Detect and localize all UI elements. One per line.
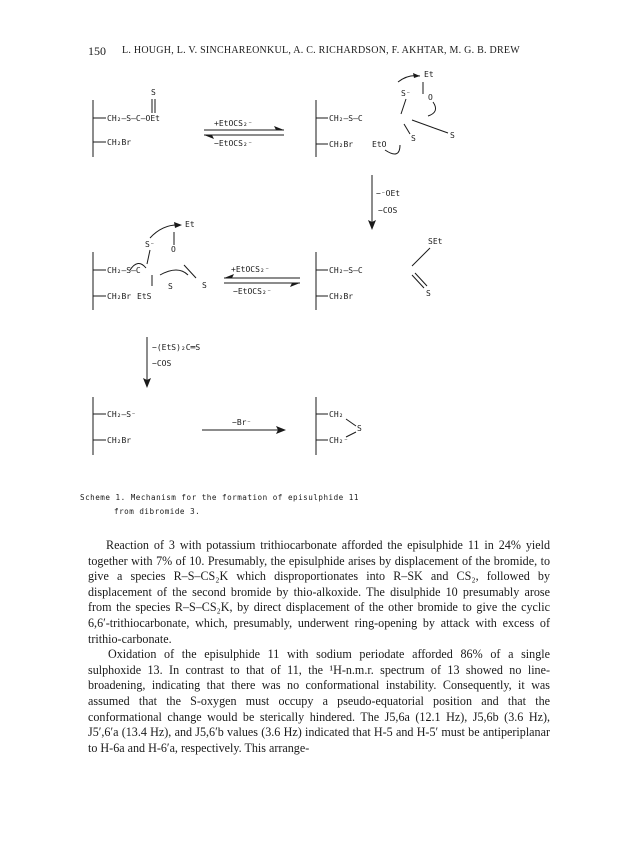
label-s-2: S [450, 131, 455, 140]
label-s-ring: S [357, 424, 362, 433]
equilibrium-arrows-2 [224, 265, 300, 296]
label-minus-br: −Br⁻ [232, 418, 252, 427]
reaction-scheme [0, 60, 624, 488]
paragraph-oxidation: Oxidation of the episulphide 11 with sodium periodate afforded 86% of a single sulphoxide 13. In contrast to that of 11, the ¹H-n.m.r. spectrum of 13 showed no line-broadening, indicating that there was no conformational instability. Consequently, it was assumed that the S-oxygen must occupy a pseudo-equatorial position and that the conformational change would be sterically hindered. The J5,6a (12.1 Hz), J5,6b (3.6 Hz), J5′,6′a (13.4 Hz), and J5,6′b values (3.6 Hz) indicated that H-5 and H-5′ must be antiperiplanar to H-6a and H-6′a, respectively. This arrange- [88, 647, 550, 755]
paragraph-reaction: Reaction of 3 with potassium trithiocarbonate afforded the episulphide 11 in 24% yield together with 7% of 10. Presumably, the episulphide arises by displacement of the bromide, to give a species R–S–CS₂K which disproportionates into R–SK and CS₂, followed by displacement of the second bromide by thio-alkoxide. The disulphide 10 presumably arose from the species R–S–CS₂K, by direct displacement of the other bromide to give the cyclic 6,6′-trithiocarbonate, which, presumably, underwent ring-opening by attack with excess of trithio-carbonate. [88, 538, 550, 646]
structure-trithiocarbonate [316, 237, 443, 310]
label-s-thione: S [151, 88, 156, 97]
arrow-down-1 [368, 175, 400, 230]
label-s-3: S [411, 134, 416, 143]
arrow-down-2 [143, 337, 200, 388]
label-ets: EtS [137, 292, 152, 301]
label-s-4: S [168, 282, 173, 291]
label-ch2-s-c-oet: CH₂—S—C—OEt [107, 114, 160, 123]
structure-adduct-2 [93, 220, 207, 310]
label-minus-etocs2-2: −EtOCS₂⁻ [233, 287, 272, 296]
label-s-5: S [202, 281, 207, 290]
label-minus-oet: −⁻OEt [376, 189, 401, 198]
label-plus-etocs2-1: +EtOCS₂⁻ [214, 119, 253, 128]
equilibrium-arrows-1 [204, 119, 284, 148]
label-minus-etocs2-1: −EtOCS₂⁻ [214, 139, 253, 148]
label-ch2br-3: CH₂Br [107, 292, 132, 301]
label-et-1: Et [424, 70, 434, 79]
label-ch2-top: CH₂ [329, 410, 344, 419]
arrow-forward-br [202, 418, 286, 434]
structure-adduct-1 [316, 70, 455, 157]
label-o-2: O [171, 245, 176, 254]
label-minus-cos-1: −COS [378, 206, 398, 215]
structure-episulphide [316, 397, 362, 455]
label-minus-cos-2: −COS [152, 359, 172, 368]
caption-line-1: Scheme 1. Mechanism for the formation of episulphide 11 [80, 493, 359, 502]
label-et-2: Et [185, 220, 195, 229]
running-header [88, 44, 548, 58]
page-number: 150 [88, 44, 106, 58]
label-minus-ets2cs: −(EtS)₂C═S [152, 343, 201, 352]
label-ch2-bottom: CH₂⁻ [329, 436, 349, 445]
label-ch2br-4: CH₂Br [329, 292, 354, 301]
label-ch2-s-c-1: CH₂—S—C [329, 114, 363, 123]
body-text [88, 538, 550, 756]
label-set: SEt [428, 237, 443, 246]
label-ch2br-1: CH₂Br [107, 138, 132, 147]
label-ch2-s-c-2: CH₂—S—C [107, 266, 141, 275]
label-s-minus-1: S⁻ [401, 89, 411, 98]
label-ch2-s-c-3: CH₂—S—C [329, 266, 363, 275]
structure-xanthate [93, 88, 160, 157]
scheme-caption [80, 491, 550, 519]
label-ch2-s-minus: CH₂—S⁻ [107, 410, 136, 419]
structure-thiolate [93, 397, 136, 455]
label-s-minus-2: S⁻ [145, 240, 155, 249]
label-plus-etocs2-2: +EtOCS₂⁻ [231, 265, 270, 274]
label-ch2br-2: CH₂Br [329, 140, 354, 149]
label-ch2br-5: CH₂Br [107, 436, 132, 445]
label-o-1: O [428, 93, 433, 102]
caption-line-2: from dibromide 3. [114, 507, 201, 516]
running-head-authors: L. HOUGH, L. V. SINCHAREONKUL, A. C. RICHARDSON, F. AKHTAR, M. G. B. DREW [122, 45, 520, 56]
label-eto: EtO [372, 140, 387, 149]
label-s-6: S [426, 289, 431, 298]
